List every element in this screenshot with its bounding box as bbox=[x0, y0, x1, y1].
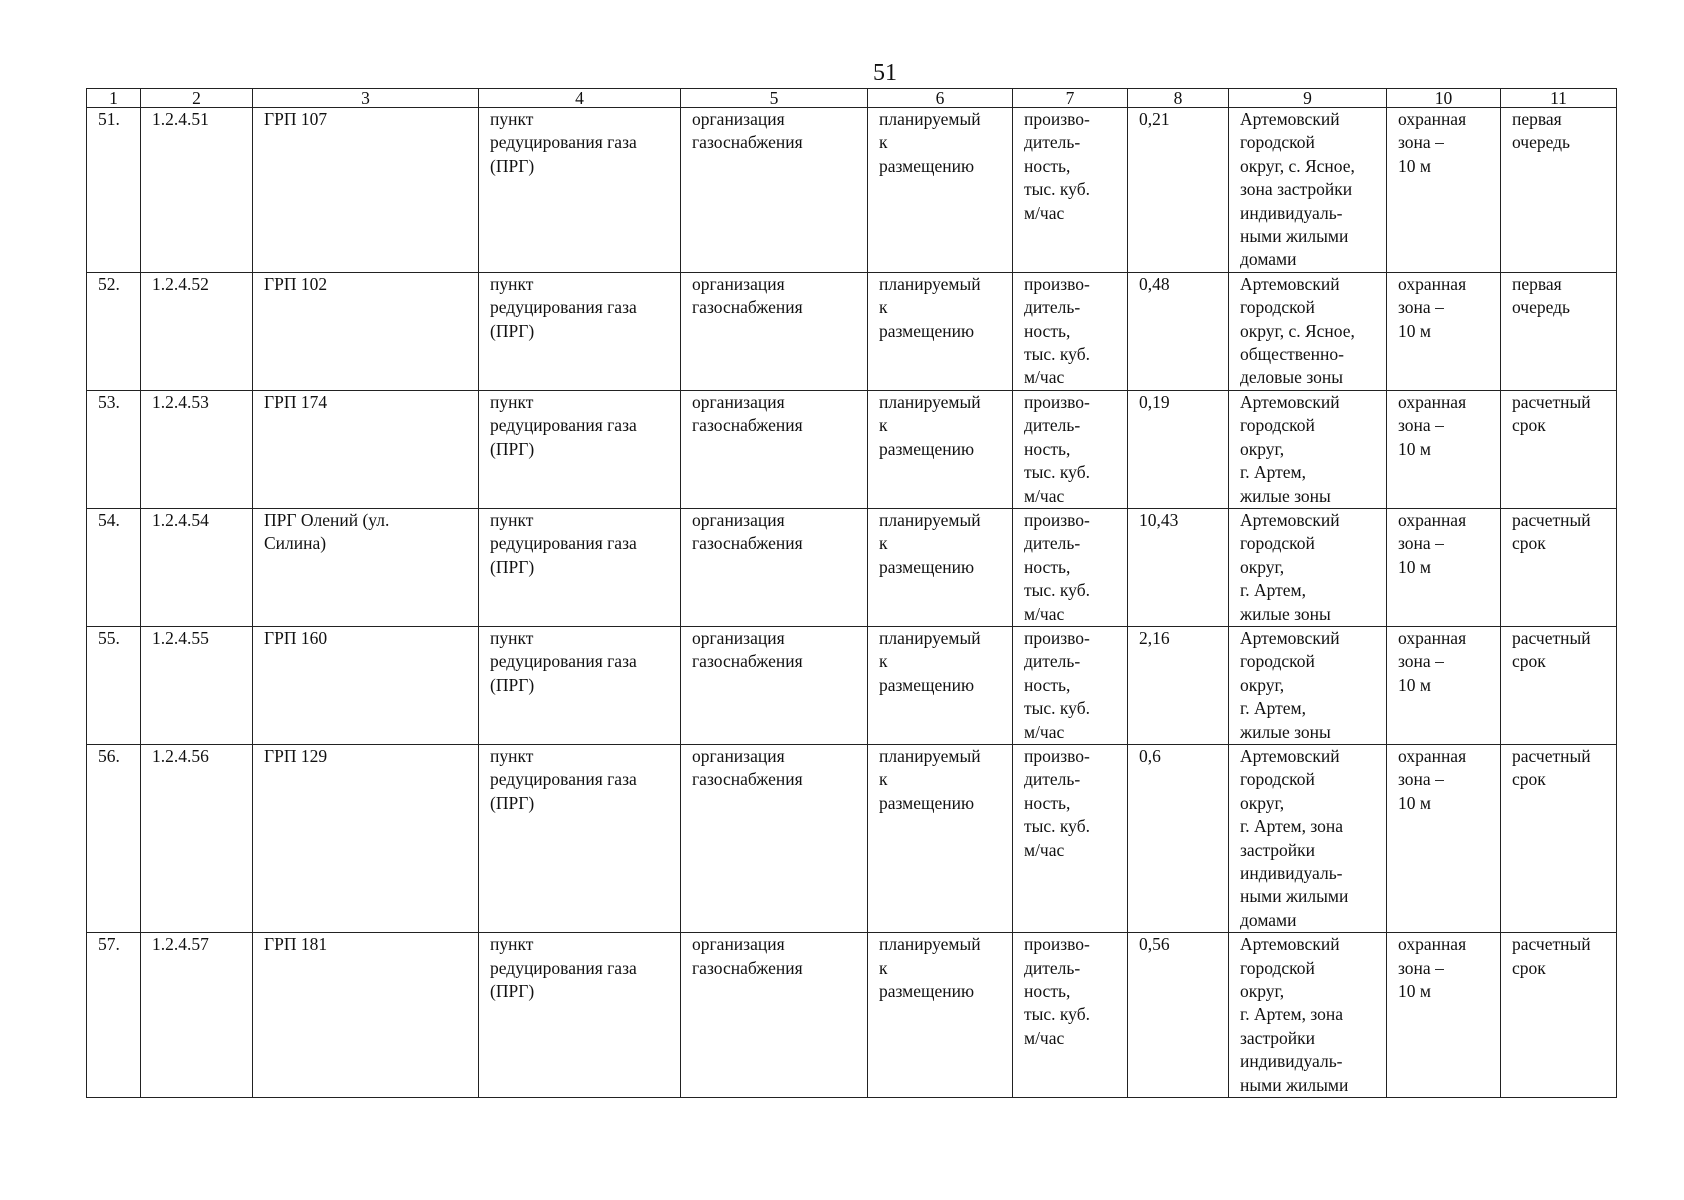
cell-line: размещению bbox=[879, 792, 975, 813]
cell-line: дитель- bbox=[1024, 769, 1081, 790]
column-header: 5 bbox=[681, 89, 868, 108]
term-cell bbox=[1501, 626, 1617, 744]
cell-line: зона – bbox=[1398, 651, 1444, 672]
cell-line: срок bbox=[1512, 533, 1546, 554]
cell-line: размещению bbox=[879, 155, 975, 176]
name-cell bbox=[253, 508, 479, 626]
cell-line: ными жилыми bbox=[1240, 226, 1349, 247]
cell-line: организация bbox=[692, 627, 785, 648]
cell-line: тыс. куб. bbox=[1024, 462, 1090, 483]
cell-line: размещению bbox=[879, 320, 975, 341]
cell-line: индивидуаль- bbox=[1240, 202, 1343, 223]
name-cell bbox=[253, 744, 479, 932]
cell-line: расчетный bbox=[1512, 509, 1591, 530]
cell-line: городской bbox=[1240, 651, 1315, 672]
row-number-cell: 53. bbox=[87, 390, 141, 508]
cell-line: м/час bbox=[1024, 839, 1065, 860]
cell-line: 10 м bbox=[1398, 674, 1431, 695]
row-number-cell: 54. bbox=[87, 508, 141, 626]
cell-line: 10 м bbox=[1398, 155, 1431, 176]
cell-line: произво- bbox=[1024, 745, 1090, 766]
status-cell bbox=[868, 744, 1013, 932]
cell-line: дитель- bbox=[1024, 957, 1081, 978]
cell-line: пункт bbox=[490, 391, 534, 412]
parameter-cell bbox=[1013, 933, 1128, 1098]
cell-line: городской bbox=[1240, 957, 1315, 978]
cell-line: городской bbox=[1240, 297, 1315, 318]
column-header: 6 bbox=[868, 89, 1013, 108]
cell-line: охранная bbox=[1398, 109, 1467, 129]
status-cell bbox=[868, 108, 1013, 273]
cell-line: организация bbox=[692, 745, 785, 766]
cell-line: 10 м bbox=[1398, 792, 1431, 813]
cell-line: ность, bbox=[1024, 674, 1071, 695]
value-cell: 10,43 bbox=[1128, 508, 1229, 626]
cell-line: расчетный bbox=[1512, 745, 1591, 766]
cell-line: м/час bbox=[1024, 367, 1065, 388]
cell-line: к bbox=[879, 297, 888, 318]
organization-cell bbox=[681, 390, 868, 508]
column-header: 1 bbox=[87, 89, 141, 108]
name-cell bbox=[253, 933, 479, 1098]
cell-line: ными жилыми bbox=[1240, 886, 1349, 907]
location-cell bbox=[1229, 744, 1387, 932]
name-cell bbox=[253, 626, 479, 744]
cell-line: Артемовский bbox=[1240, 273, 1340, 294]
cell-line: (ПРГ) bbox=[490, 981, 535, 1002]
code-cell: 1.2.4.55 bbox=[141, 626, 253, 744]
term-cell bbox=[1501, 508, 1617, 626]
location-cell bbox=[1229, 626, 1387, 744]
cell-line: размещению bbox=[879, 438, 975, 459]
organization-cell bbox=[681, 626, 868, 744]
type-cell bbox=[479, 272, 681, 390]
zone-cell bbox=[1387, 508, 1501, 626]
cell-line: расчетный bbox=[1512, 391, 1591, 412]
type-cell bbox=[479, 744, 681, 932]
organization-cell bbox=[681, 744, 868, 932]
cell-line: (ПРГ) bbox=[490, 792, 535, 813]
table-row bbox=[87, 933, 1617, 1098]
cell-line: м/час bbox=[1024, 721, 1065, 742]
cell-line: м/час bbox=[1024, 485, 1065, 506]
zone-cell bbox=[1387, 390, 1501, 508]
cell-line: зона – bbox=[1398, 132, 1444, 153]
cell-line: жилые зоны bbox=[1240, 721, 1331, 742]
cell-line: планируемый bbox=[879, 391, 981, 412]
cell-line: г. Артем, bbox=[1240, 698, 1306, 719]
cell-line: организация bbox=[692, 109, 785, 129]
cell-line: г. Артем, bbox=[1240, 580, 1306, 601]
parameter-cell bbox=[1013, 108, 1128, 273]
cell-line: городской bbox=[1240, 533, 1315, 554]
organization-cell bbox=[681, 272, 868, 390]
cell-line: организация bbox=[692, 934, 785, 955]
column-header: 10 bbox=[1387, 89, 1501, 108]
cell-line: м/час bbox=[1024, 202, 1065, 223]
cell-line: зона – bbox=[1398, 415, 1444, 436]
value-cell: 0,21 bbox=[1128, 108, 1229, 273]
cell-line: ГРП 181 bbox=[264, 934, 328, 955]
cell-line: застройки bbox=[1240, 1027, 1316, 1048]
column-header: 7 bbox=[1013, 89, 1128, 108]
cell-line: газоснабжения bbox=[692, 533, 803, 554]
cell-line: планируемый bbox=[879, 109, 981, 129]
term-cell bbox=[1501, 744, 1617, 932]
cell-line: первая bbox=[1512, 109, 1562, 129]
column-header: 4 bbox=[479, 89, 681, 108]
code-cell: 1.2.4.56 bbox=[141, 744, 253, 932]
row-number-cell: 57. bbox=[87, 933, 141, 1098]
table-row bbox=[87, 390, 1617, 508]
cell-line: произво- bbox=[1024, 109, 1090, 129]
cell-line: м/час bbox=[1024, 603, 1065, 624]
cell-line: срок bbox=[1512, 651, 1546, 672]
value-cell: 0,19 bbox=[1128, 390, 1229, 508]
cell-line: пункт bbox=[490, 109, 534, 129]
cell-line: ность, bbox=[1024, 556, 1071, 577]
status-cell bbox=[868, 272, 1013, 390]
parameter-cell bbox=[1013, 744, 1128, 932]
cell-line: планируемый bbox=[879, 273, 981, 294]
cell-line: г. Артем, зона bbox=[1240, 816, 1344, 837]
cell-line: очередь bbox=[1512, 297, 1571, 318]
organization-cell bbox=[681, 108, 868, 273]
column-header: 2 bbox=[141, 89, 253, 108]
column-header: 9 bbox=[1229, 89, 1387, 108]
type-cell bbox=[479, 626, 681, 744]
cell-line: ными жилыми bbox=[1240, 1074, 1349, 1095]
cell-line: тыс. куб. bbox=[1024, 344, 1090, 365]
page-number: 51 bbox=[873, 60, 897, 86]
cell-line: произво- bbox=[1024, 273, 1090, 294]
cell-line: дитель- bbox=[1024, 651, 1081, 672]
cell-line: м/час bbox=[1024, 1027, 1065, 1048]
code-cell: 1.2.4.57 bbox=[141, 933, 253, 1098]
cell-line: городской bbox=[1240, 415, 1315, 436]
cell-line: расчетный bbox=[1512, 934, 1591, 955]
cell-line: редуцирования газа bbox=[490, 651, 637, 672]
cell-line: газоснабжения bbox=[692, 132, 803, 153]
cell-line: охранная bbox=[1398, 627, 1467, 648]
cell-line: округ, с. Ясное, bbox=[1240, 320, 1355, 341]
row-number-cell: 55. bbox=[87, 626, 141, 744]
cell-line: округ, bbox=[1240, 556, 1285, 577]
cell-line: ГРП 107 bbox=[264, 109, 328, 129]
cell-line: ГРП 160 bbox=[264, 627, 328, 648]
name-cell bbox=[253, 390, 479, 508]
cell-line: к bbox=[879, 651, 888, 672]
cell-line: Артемовский bbox=[1240, 627, 1340, 648]
cell-line: ГРП 102 bbox=[264, 273, 328, 294]
table-row bbox=[87, 108, 1617, 273]
row-number-cell: 56. bbox=[87, 744, 141, 932]
cell-line: охранная bbox=[1398, 745, 1467, 766]
cell-line: ность, bbox=[1024, 438, 1071, 459]
cell-line: дитель- bbox=[1024, 415, 1081, 436]
cell-line: индивидуаль- bbox=[1240, 863, 1343, 883]
cell-line: организация bbox=[692, 509, 785, 530]
cell-line: редуцирования газа bbox=[490, 533, 637, 554]
cell-line: к bbox=[879, 533, 888, 554]
parameter-cell bbox=[1013, 508, 1128, 626]
column-header: 3 bbox=[253, 89, 479, 108]
cell-line: (ПРГ) bbox=[490, 556, 535, 577]
cell-line: зона – bbox=[1398, 533, 1444, 554]
cell-line: округ, bbox=[1240, 792, 1285, 813]
cell-line: размещению bbox=[879, 674, 975, 695]
cell-line: охранная bbox=[1398, 273, 1467, 294]
zone-cell bbox=[1387, 108, 1501, 273]
header-row bbox=[87, 89, 1617, 108]
code-cell: 1.2.4.52 bbox=[141, 272, 253, 390]
cell-line: ность, bbox=[1024, 981, 1071, 1002]
name-cell bbox=[253, 108, 479, 273]
cell-line: г. Артем, bbox=[1240, 462, 1306, 483]
cell-line: дитель- bbox=[1024, 533, 1081, 554]
cell-line: тыс. куб. bbox=[1024, 179, 1090, 200]
cell-line: произво- bbox=[1024, 391, 1090, 412]
cell-line: округ, bbox=[1240, 981, 1285, 1002]
cell-line: 10 м bbox=[1398, 556, 1431, 577]
zone-cell bbox=[1387, 744, 1501, 932]
cell-line: расчетный bbox=[1512, 627, 1591, 648]
term-cell bbox=[1501, 272, 1617, 390]
type-cell bbox=[479, 508, 681, 626]
cell-line: планируемый bbox=[879, 509, 981, 530]
location-cell bbox=[1229, 508, 1387, 626]
cell-line: Силина) bbox=[264, 533, 327, 554]
cell-line: редуцирования газа bbox=[490, 297, 637, 318]
cell-line: к bbox=[879, 769, 888, 790]
cell-line: ность, bbox=[1024, 792, 1071, 813]
name-cell bbox=[253, 272, 479, 390]
cell-line: (ПРГ) bbox=[490, 438, 535, 459]
term-cell bbox=[1501, 108, 1617, 273]
cell-line: к bbox=[879, 415, 888, 436]
cell-line: г. Артем, зона bbox=[1240, 1004, 1344, 1025]
cell-line: 10 м bbox=[1398, 438, 1431, 459]
cell-line: застройки bbox=[1240, 839, 1316, 860]
cell-line: пункт bbox=[490, 934, 534, 955]
parameter-cell bbox=[1013, 626, 1128, 744]
value-cell: 0,48 bbox=[1128, 272, 1229, 390]
cell-line: газоснабжения bbox=[692, 297, 803, 318]
cell-line: Артемовский bbox=[1240, 745, 1340, 766]
cell-line: срок bbox=[1512, 415, 1546, 436]
table-row bbox=[87, 272, 1617, 390]
location-cell bbox=[1229, 933, 1387, 1098]
cell-line: газоснабжения bbox=[692, 651, 803, 672]
cell-line: зона – bbox=[1398, 957, 1444, 978]
cell-line: тыс. куб. bbox=[1024, 816, 1090, 837]
term-cell bbox=[1501, 933, 1617, 1098]
cell-line: редуцирования газа bbox=[490, 132, 637, 153]
value-cell: 0,56 bbox=[1128, 933, 1229, 1098]
cell-line: ность, bbox=[1024, 155, 1071, 176]
cell-line: дитель- bbox=[1024, 132, 1081, 153]
cell-line: домами bbox=[1240, 249, 1297, 270]
type-cell bbox=[479, 933, 681, 1098]
cell-line: произво- bbox=[1024, 627, 1090, 648]
cell-line: ГРП 174 bbox=[264, 391, 328, 412]
cell-line: редуцирования газа bbox=[490, 769, 637, 790]
cell-line: (ПРГ) bbox=[490, 674, 535, 695]
cell-line: (ПРГ) bbox=[490, 155, 535, 176]
cell-line: 10 м bbox=[1398, 320, 1431, 341]
value-cell: 0,6 bbox=[1128, 744, 1229, 932]
cell-line: пункт bbox=[490, 509, 534, 530]
table-row bbox=[87, 626, 1617, 744]
cell-line: Артемовский bbox=[1240, 391, 1340, 412]
parameter-cell bbox=[1013, 272, 1128, 390]
code-cell: 1.2.4.53 bbox=[141, 390, 253, 508]
cell-line: планируемый bbox=[879, 745, 981, 766]
cell-line: редуцирования газа bbox=[490, 415, 637, 436]
cell-line: пункт bbox=[490, 627, 534, 648]
cell-line: тыс. куб. bbox=[1024, 698, 1090, 719]
cell-line: охранная bbox=[1398, 934, 1467, 955]
row-number-cell: 52. bbox=[87, 272, 141, 390]
cell-line: газоснабжения bbox=[692, 957, 803, 978]
cell-line: 10 м bbox=[1398, 981, 1431, 1002]
code-cell: 1.2.4.51 bbox=[141, 108, 253, 273]
cell-line: округ, bbox=[1240, 438, 1285, 459]
cell-line: зона – bbox=[1398, 769, 1444, 790]
cell-line: планируемый bbox=[879, 934, 981, 955]
cell-line: городской bbox=[1240, 132, 1315, 153]
cell-line: пункт bbox=[490, 273, 534, 294]
cell-line: срок bbox=[1512, 769, 1546, 790]
table-row bbox=[87, 508, 1617, 626]
cell-line: Артемовский bbox=[1240, 509, 1340, 530]
objects-table bbox=[86, 88, 1617, 1098]
cell-line: жилые зоны bbox=[1240, 603, 1331, 624]
organization-cell bbox=[681, 933, 868, 1098]
cell-line: домами bbox=[1240, 909, 1297, 930]
cell-line: ПРГ Олений (ул. bbox=[264, 509, 390, 530]
cell-line: охранная bbox=[1398, 391, 1467, 412]
location-cell bbox=[1229, 390, 1387, 508]
status-cell bbox=[868, 508, 1013, 626]
row-number-cell: 51. bbox=[87, 108, 141, 273]
cell-line: первая bbox=[1512, 273, 1562, 294]
value-cell: 2,16 bbox=[1128, 626, 1229, 744]
cell-line: произво- bbox=[1024, 509, 1090, 530]
cell-line: зона застройки bbox=[1240, 179, 1353, 200]
cell-line: Артемовский bbox=[1240, 934, 1340, 955]
code-cell: 1.2.4.54 bbox=[141, 508, 253, 626]
cell-line: округ, bbox=[1240, 674, 1285, 695]
cell-line: организация bbox=[692, 273, 785, 294]
cell-line: Артемовский bbox=[1240, 109, 1340, 129]
cell-line: жилые зоны bbox=[1240, 485, 1331, 506]
cell-line: организация bbox=[692, 391, 785, 412]
cell-line: газоснабжения bbox=[692, 769, 803, 790]
type-cell bbox=[479, 108, 681, 273]
parameter-cell bbox=[1013, 390, 1128, 508]
cell-line: редуцирования газа bbox=[490, 957, 637, 978]
type-cell bbox=[479, 390, 681, 508]
cell-line: ГРП 129 bbox=[264, 745, 328, 766]
cell-line: срок bbox=[1512, 957, 1546, 978]
cell-line: размещению bbox=[879, 981, 975, 1002]
status-cell bbox=[868, 626, 1013, 744]
column-header: 8 bbox=[1128, 89, 1229, 108]
cell-line: очередь bbox=[1512, 132, 1571, 153]
cell-line: (ПРГ) bbox=[490, 320, 535, 341]
cell-line: индивидуаль- bbox=[1240, 1051, 1343, 1072]
cell-line: размещению bbox=[879, 556, 975, 577]
cell-line: к bbox=[879, 132, 888, 153]
term-cell bbox=[1501, 390, 1617, 508]
cell-line: тыс. куб. bbox=[1024, 580, 1090, 601]
location-cell bbox=[1229, 272, 1387, 390]
cell-line: дитель- bbox=[1024, 297, 1081, 318]
cell-line: тыс. куб. bbox=[1024, 1004, 1090, 1025]
column-header: 11 bbox=[1501, 89, 1617, 108]
cell-line: ность, bbox=[1024, 320, 1071, 341]
organization-cell bbox=[681, 508, 868, 626]
cell-line: произво- bbox=[1024, 934, 1090, 955]
location-cell bbox=[1229, 108, 1387, 273]
status-cell bbox=[868, 933, 1013, 1098]
cell-line: городской bbox=[1240, 769, 1315, 790]
cell-line: к bbox=[879, 957, 888, 978]
cell-line: деловые зоны bbox=[1240, 367, 1344, 388]
cell-line: округ, с. Ясное, bbox=[1240, 155, 1355, 176]
zone-cell bbox=[1387, 933, 1501, 1098]
zone-cell bbox=[1387, 272, 1501, 390]
cell-line: охранная bbox=[1398, 509, 1467, 530]
cell-line: пункт bbox=[490, 745, 534, 766]
status-cell bbox=[868, 390, 1013, 508]
cell-line: зона – bbox=[1398, 297, 1444, 318]
table-row bbox=[87, 744, 1617, 932]
cell-line: газоснабжения bbox=[692, 415, 803, 436]
cell-line: общественно- bbox=[1240, 344, 1344, 365]
cell-line: планируемый bbox=[879, 627, 981, 648]
zone-cell bbox=[1387, 626, 1501, 744]
